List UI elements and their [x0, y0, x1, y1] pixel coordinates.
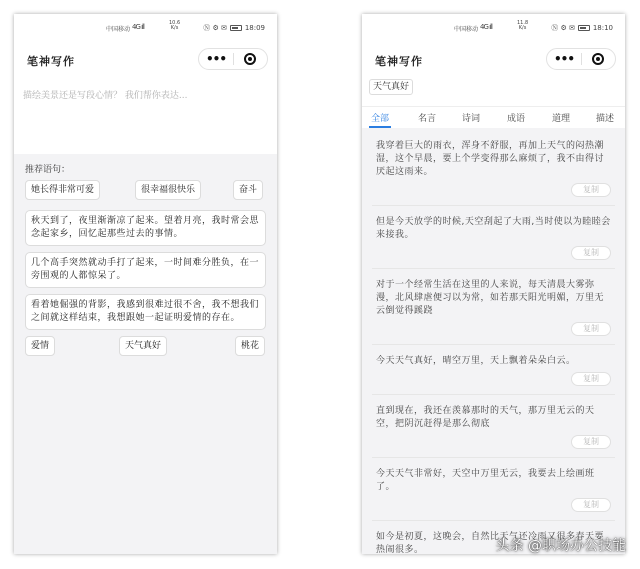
more-menu-button[interactable]: •••	[553, 52, 574, 66]
result-text: 但是今天放学的时候,天空刮起了大雨,当时使以为睦睦会来接我。	[376, 217, 611, 240]
result-card	[372, 212, 615, 269]
chip-suggestion[interactable]: 很幸福很快乐	[135, 180, 201, 200]
result-card	[372, 275, 615, 345]
carrier-label: 中国移动	[106, 26, 131, 33]
left-phone-screen	[14, 14, 277, 554]
sentence-card[interactable]: 看着她倔强的背影，我感到很难过很不舍，我不想我们之间就这样结束，我想跟她一起证明爱情的存在。	[25, 294, 266, 330]
tab-descriptions[interactable]: 描述	[596, 114, 615, 124]
mini-program-navbar	[362, 44, 625, 76]
copy-button[interactable]: 复制	[571, 372, 611, 386]
mini-program-navbar	[14, 44, 277, 76]
status-icons: Ⓝ ⚙ ✉	[551, 24, 575, 32]
result-card	[372, 464, 615, 521]
tab-all[interactable]: 全部	[371, 111, 389, 124]
target-icon	[592, 53, 604, 65]
capsule-menu	[198, 48, 268, 70]
signal-icon: 4G ıll	[480, 23, 492, 31]
status-right	[551, 23, 613, 33]
result-text: 我穿着巨大的雨衣，浑身不舒服，再加上天气的闷热潮湿，这个早晨，要上个学变得那么麻烦了，我不由得讨厌起这雨来。	[376, 141, 605, 177]
status-icons: Ⓝ ⚙ ✉	[203, 24, 227, 32]
chip-suggestion[interactable]: 天气真好	[119, 336, 167, 356]
tab-poems[interactable]: 诗词	[462, 114, 481, 124]
copy-button[interactable]: 复制	[571, 435, 611, 449]
copy-button[interactable]: 复制	[571, 498, 611, 512]
app-title: 笔神写作	[375, 55, 423, 68]
clock: 18:09	[244, 24, 265, 32]
result-text: 直到现在，我还在羡慕那时的天气，那万里无云的天空，把阴沉赶得是那么彻底	[376, 406, 595, 429]
right-phone-screen	[362, 14, 625, 554]
result-text: 对于一个经常生活在这里的人来说，每天清晨大雾弥漫，北风肆虐便习以为常，如若那天阳光明媚，万里无云倒觉得蹊跷	[376, 280, 605, 316]
result-text: 今天天气非常好，天空中万里无云，我要去上绘画班了。	[376, 469, 595, 492]
result-text: 如今是初夏，这晚会，自然比天气还冷雨又很多春天要热闹很多。	[376, 532, 605, 554]
copy-button[interactable]: 复制	[571, 322, 611, 336]
network-speed: 11.8 K/s	[517, 20, 529, 31]
results-list	[362, 128, 625, 554]
search-keyword-tag[interactable]: 天气真好	[369, 79, 413, 95]
write-input[interactable]	[14, 76, 277, 154]
chip-suggestion[interactable]: 她长得非常可爱	[25, 180, 100, 200]
result-card	[372, 351, 615, 395]
close-mini-program-button[interactable]	[234, 53, 267, 65]
search-bar	[362, 76, 625, 106]
battery-icon	[230, 25, 242, 31]
chip-suggestion[interactable]: 爱情	[25, 336, 55, 356]
recommend-title: 推荐语句：	[25, 165, 71, 175]
tab-quotes[interactable]: 名言	[418, 114, 437, 124]
copy-button[interactable]: 复制	[571, 246, 611, 260]
target-icon	[244, 53, 256, 65]
input-placeholder: 描绘美景还是写段心情？ 我们帮你表达...	[23, 91, 188, 101]
signal-icon: 4G ıll	[132, 23, 144, 31]
status-right	[203, 23, 265, 33]
app-title: 笔神写作	[27, 55, 75, 68]
result-card	[372, 136, 615, 206]
copy-button[interactable]: 复制	[571, 183, 611, 197]
watermark: 头条 @职场办公技能	[495, 538, 626, 554]
sentence-card[interactable]: 几个高手突然就动手打了起来，一时间难分胜负，在一旁围观的人都惊呆了。	[25, 252, 266, 288]
tab-idioms[interactable]: 成语	[507, 114, 526, 124]
network-speed: 10.6 K/s	[169, 20, 181, 31]
clock: 18:10	[592, 24, 613, 32]
sentence-card[interactable]: 秋天到了，夜里渐渐凉了起来。望着月亮，我时常会思念起家乡，回忆起那些过去的事情。	[25, 210, 266, 246]
chip-suggestion[interactable]: 奋斗	[233, 180, 263, 200]
close-mini-program-button[interactable]	[582, 53, 615, 65]
result-text: 今天天气真好，晴空万里，天上飘着朵朵白云。	[376, 356, 576, 366]
result-card	[372, 401, 615, 458]
capsule-menu	[546, 48, 616, 70]
chip-suggestion[interactable]: 桃花	[235, 336, 265, 356]
battery-icon	[578, 25, 590, 31]
tab-principles[interactable]: 道理	[552, 114, 571, 124]
carrier-label: 中国移动	[454, 26, 479, 33]
chips-row-top	[14, 176, 277, 202]
more-menu-button[interactable]: •••	[205, 52, 226, 66]
category-tabs	[362, 106, 625, 128]
chips-row-bottom	[14, 336, 277, 362]
status-bar	[14, 14, 277, 44]
status-bar	[362, 14, 625, 44]
